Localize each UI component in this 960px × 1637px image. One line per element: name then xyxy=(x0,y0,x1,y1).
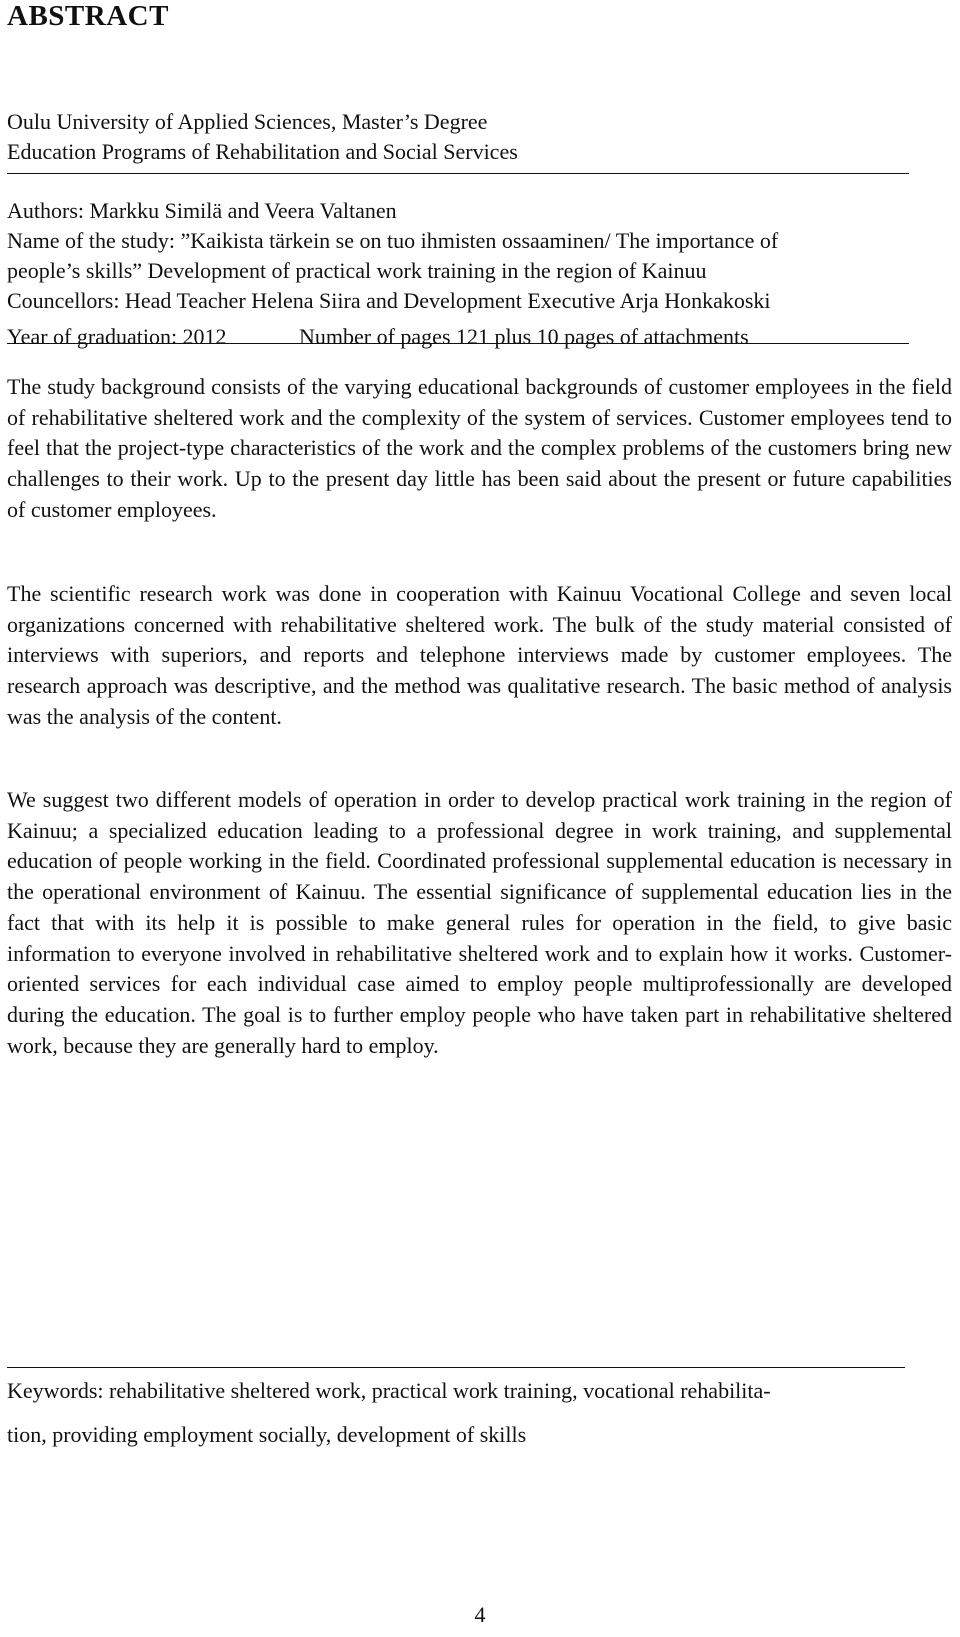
keywords-line-1: Keywords: rehabilitative sheltered work, practical work training, vocational rehabilita- xyxy=(7,1378,771,1403)
header-divider xyxy=(7,173,909,174)
institution-line: Oulu University of Applied Sciences, Master’s Degree xyxy=(7,109,488,134)
study-name-line-1: Name of the study: ”Kaikista tärkein se on tuo ihmisten ossaaminen/ The importance of xyxy=(7,228,779,253)
abstract-heading: ABSTRACT xyxy=(7,0,169,32)
keywords-line-2: tion, providing employment socially, development of skills xyxy=(7,1422,527,1447)
page-count: Number of pages 121 plus 10 pages of attachments xyxy=(299,324,749,349)
study-name-line-2: people’s skills” Development of practical work training in the region of Kainuu xyxy=(7,258,707,283)
programme-line: Education Programs of Rehabilitation and Social Services xyxy=(7,139,518,164)
keywords-divider xyxy=(7,1367,905,1368)
authors-line: Authors: Markku Similä and Veera Valtanen xyxy=(7,198,397,223)
meta-divider xyxy=(7,343,909,344)
abstract-paragraph-2: The scientific research work was done in cooperation with Kainuu Vocational College and seven local organizations concerned with rehabilitative sheltered work. The bulk of the study material consisted of interviews with superiors, and reports and telephone interviews made by customer employees. The research approach was descriptive, and the method was qualitative research. The basic method of analysis was the analysis of the content. xyxy=(7,581,952,729)
councellors-line: Councellors: Head Teacher Helena Siira and Development Executive Arja Honkakoski xyxy=(7,288,771,313)
abstract-paragraph-1: The study background consists of the varying educational backgrounds of customer employees in the field of rehabilitative sheltered work and the complexity of the system of services. Customer employees tend to feel that the project-type characteristics of the work and the complex problems of the customers bring new challenges to their work. Up to the present day little has been said about the present or future capabilities of customer employees. xyxy=(7,374,952,522)
page-number: 4 xyxy=(474,1602,486,1627)
graduation-year: Year of graduation: 2012 xyxy=(7,324,227,349)
abstract-paragraph-3: We suggest two different models of operation in order to develop practical work training in the region of Kainuu; a specialized education leading to a professional degree in work training, and supplemental education of people working in the field. Coordinated professional supplemental education is necessary in the operational environment of Kainuu. The essential significance of supplemental education lies in the fact that with its help it is possible to make general rules for operation in the field, to give basic information to everyone involved in rehabilitative sheltered work and to explain how it works. Customer-oriented services for each individual case aimed to employ people multiprofessionally are developed during the education. The goal is to further employ people who have taken part in rehabilitative sheltered work, because they are generally hard to employ. xyxy=(7,787,952,1058)
